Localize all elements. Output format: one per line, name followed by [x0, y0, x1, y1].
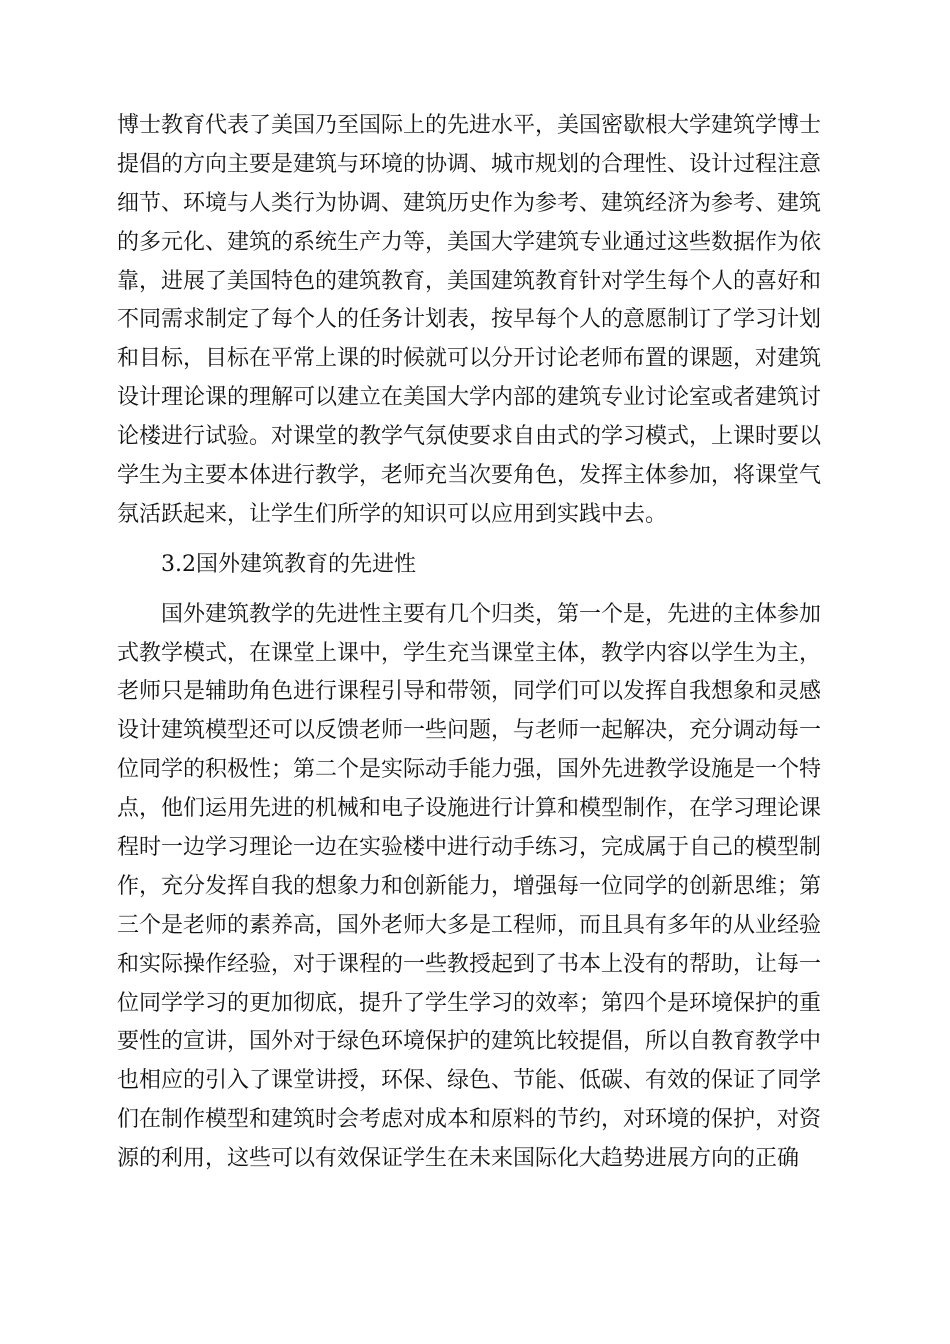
- text-line: 也相应的引入了课堂讲授，环保、绿色、节能、低碳、有效的保证了同学: [117, 1068, 822, 1094]
- text-line: 博士教育代表了美国乃至国际上的先进水平，美国密歇根大学建筑学博士: [117, 113, 822, 138]
- text-line: 学生为主要本体进行教学，老师充当次要角色，发挥主体参加，将课堂气: [117, 463, 822, 489]
- text-line: 三个是老师的素养高，国外老师大多是工程师，而且具有多年的从业经验: [117, 912, 822, 938]
- text-line: 设计理论课的理解可以建立在美国大学内部的建筑专业讨论室或者建筑讨: [117, 385, 822, 411]
- text-line: 设计建筑模型还可以反馈老师一些问题，与老师一起解决，充分调动每一: [117, 718, 822, 744]
- text-line: 位同学学习的更加彻底，提升了学生学习的效率；第四个是环境保护的重: [117, 990, 822, 1016]
- text-line: 点，他们运用先进的机械和电子设施进行计算和模型制作，在学习理论课: [117, 796, 822, 822]
- text-line: 细节、环境与人类行为协调、建筑历史作为参考、建筑经济为参考、建筑: [117, 190, 822, 216]
- text-line: 作，充分发挥自我的想象力和创新能力，增强每一位同学的创新思维；第: [117, 873, 822, 899]
- paragraph-foreign-education-advantages: [117, 596, 837, 1179]
- section-heading: 3.2国外建筑教育的先进性: [161, 551, 416, 577]
- text-line: 氛活跃起来，让学生们所学的知识可以应用到实践中去。: [117, 501, 668, 527]
- text-line: 国外建筑教学的先进性主要有几个归类，第一个是，先进的主体参加: [161, 601, 822, 627]
- text-line: 提倡的方向主要是建筑与环境的协调、城市规划的合理性、设计过程注意: [117, 151, 822, 177]
- text-line: 和实际操作经验，对于课程的一些教授起到了书本上没有的帮助，让每一: [117, 951, 822, 977]
- text-line: 不同需求制定了每个人的任务计划表，按早每个人的意愿制订了学习计划: [117, 307, 822, 333]
- text-line: 式教学模式，在课堂上课中，学生充当课堂主体，教学内容以学生为主，: [117, 640, 822, 666]
- text-line: 和目标，目标在平常上课的时候就可以分开讨论老师布置的课题，对建筑: [117, 346, 822, 372]
- document-body: [117, 107, 837, 1179]
- text-line: 位同学的积极性；第二个是实际动手能力强，国外先进教学设施是一个特: [117, 757, 822, 783]
- text-line: 靠，进展了美国特色的建筑教育，美国建筑教育针对学生每个人的喜好和: [117, 268, 822, 294]
- text-line: 老师只是辅助角色进行课程引导和带领，同学们可以发挥自我想象和灵感: [117, 679, 822, 705]
- text-line: 源的利用，这些可以有效保证学生在未来国际化大趋势进展方向的正确: [117, 1146, 800, 1172]
- text-line: 程时一边学习理论一边在实验楼中进行动手练习，完成属于自己的模型制: [117, 835, 822, 861]
- text-line: 要性的宣讲，国外对于绿色环境保护的建筑比较提倡，所以自教育教学中: [117, 1029, 822, 1055]
- text-line: 们在制作模型和建筑时会考虑对成本和原料的节约，对环境的保护，对资: [117, 1107, 822, 1133]
- paragraph-us-architecture-education: [117, 107, 837, 535]
- text-line: 的多元化、建筑的系统生产力等，美国大学建筑专业通过这些数据作为依: [117, 229, 822, 255]
- text-line: 论楼进行试验。对课堂的教学气氛使要求自由式的学习模式，上课时要以: [117, 424, 822, 450]
